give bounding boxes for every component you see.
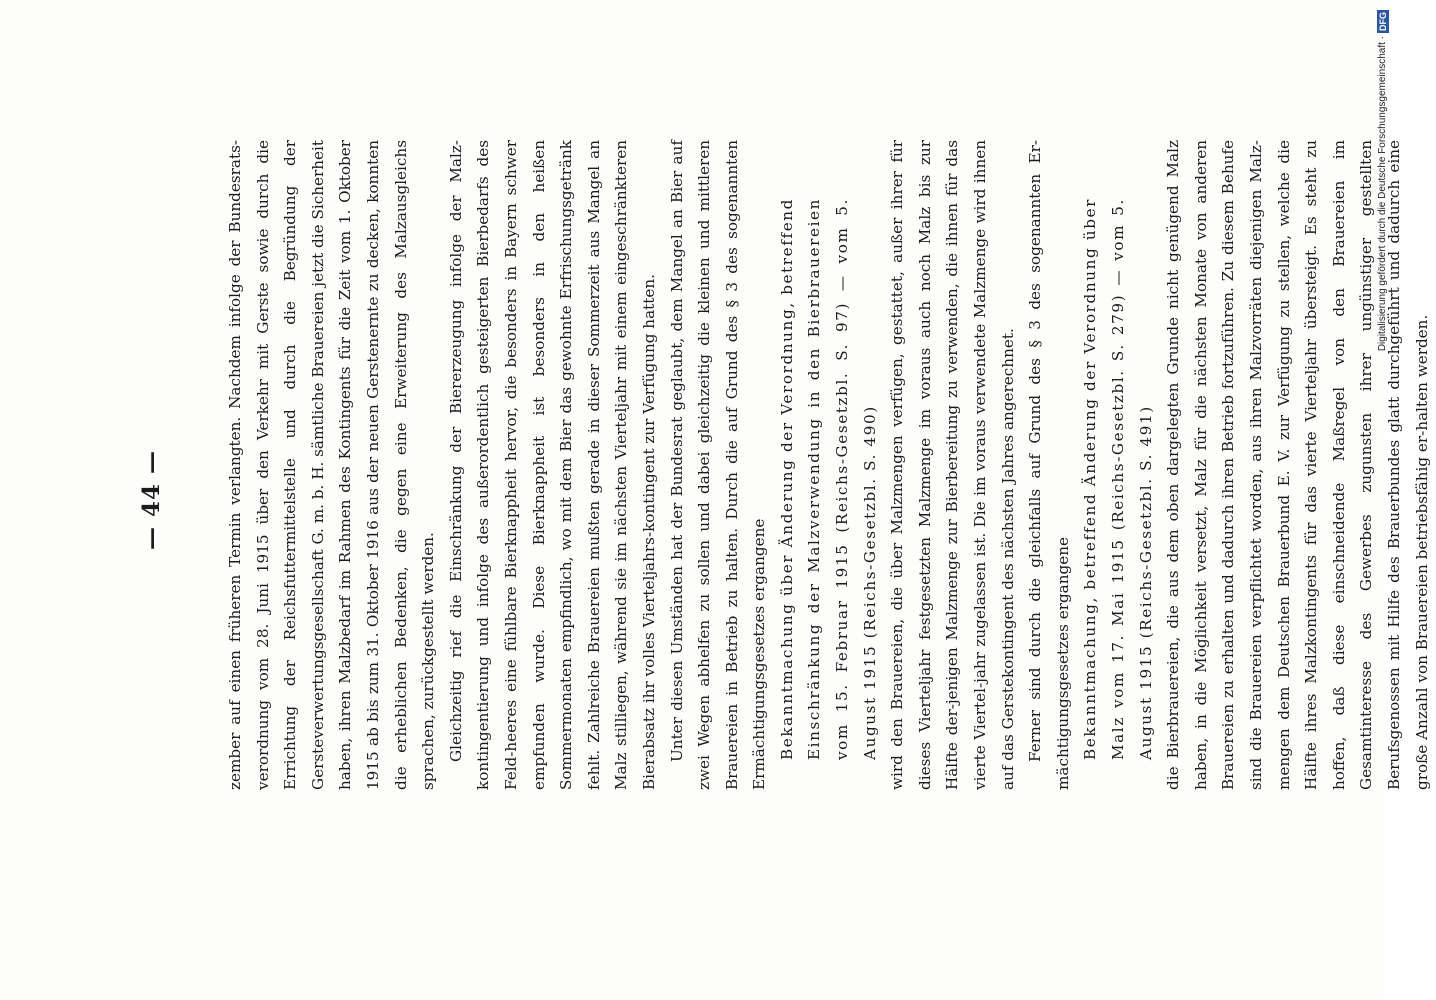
paragraph-2: Gleichzeitig rief die Einschränkung der Biererzeugung infolge der Malz-kontingentierung und infolge des außerordentlich gesteigerten Bierbedarfs des Feld-heeres eine fühlbare Bierknappheit hervor, die besonders in Bayern schwer empfunden wurde. Diese Bierknappheit ist besonders in den heißen Sommermonaten empfindlich, wo mit dem Bier das gewohnte Erfrischungsgetränk fehlt. Zahlreiche Brauereien mußten gerade in dieser Sommerzeit aus Mangel an Malz stilliegen, während sie im nächsten Vierteljahr mit einem eingeschränkteren Bierabsatz ihr volles Vierteljahrs-kontingent zur Verfügung hatten.: [446, 140, 658, 790]
regulation-notice-2: Bekanntmachung, betreffend Änderung der Verordnung über Malz vom 17. Mai 1915 (Reichs-Gesetzbl. S. 279) — vom 5. August 1915 (Reichs-Gesetzbl. S. 491): [1080, 198, 1155, 760]
paragraph-5: Ferner sind durch die gleichfalls auf Grund des § 3 des sogenannten Er-mächtigungsgesetzes ergangene: [1025, 140, 1072, 790]
digitization-credit: [1376, 10, 1390, 1000]
digitization-credit-text: Digitalisierung gefördert durch die Deutsche Forschungsgemeinschaft ·: [1377, 36, 1388, 352]
paragraph-3: Unter diesen Umständen hat der Bundesrat geglaubt, dem Mangel an Bier auf zwei Wegen abhelfen zu sollen und dabei gleichzeitig die kleinen und mittleren Brauereien in Betrieb zu halten. Durch die auf Grund des § 3 des sogenannten Ermächtigungsgesetzes ergangene: [667, 140, 768, 790]
dfg-logo: DFG: [1378, 12, 1388, 31]
regulation-notice-1: Bekanntmachung über Änderung der Verordnung, betreffend Einschränkung der Malzverwendung in den Bierbrauereien vom 15. Februar 1915 (Reichs-Gesetzbl. S. 97) — vom 5. August 1915 (Reichs-Gesetzbl. S. 490): [777, 198, 879, 760]
paragraph-4: wird den Brauereien, die über Malzmengen verfügen, gestattet, außer ihrer für dieses Vierteljahr festgesetzten Malzmenge im voraus auch noch Malz bis zur Hälfte der-jenigen Malzmenge zur Bierbereitung zu verwenden, die ihnen für das vierte Viertel-jahr zugelassen ist. Die im voraus verwendete Malzmenge wird ihnen auf das Gerstekontingent des nächsten Jahres angerechnet.: [887, 140, 1017, 790]
paragraph-6: die Bierbrauereien, die aus dem oben dargelegten Grunde nicht genügend Malz haben, in die Möglichkeit versetzt, Malz für die nächsten Monate von anderen Brauereien zu erhalten und dadurch ihren Betrieb fortzuführen. Zu diesem Behufe sind die Brauereien verpflichtet worden, aus ihren Malzvorräten diejenigen Malz-mengen dem Deutschen Brauerbund E. V. zur Verfügung zu stellen, welche die Hälfte ihres Malzkontingents für das vierte Vierteljahr übersteigt. Es steht zu hoffen, daß diese einschneidende Maßregel von den Brauereien im Gesamtinteresse des Gewerbes zugunsten ihrer ungünstiger gestellten Berufsgenossen mit Hilfe des Brauerbundes glatt durchgeführt und dadurch eine große Anzahl von Brauereien betriebsfähig er-halten werden.: [1163, 140, 1431, 790]
page-number: — 44 —: [137, 449, 165, 551]
paragraph-1: zember auf einen früheren Termin verlangten. Nachdem infolge der Bundesrats-verordnung vom 28. Juni 1915 über den Verkehr mit Gerste sowie durch die Errichtung der Reichsfuttermittelstelle und durch die Begründung der Gersteverwertungsgesellschaft G. m. b. H. sämtliche Brauereien jetzt die Sicherheit haben, ihren Malzbedarf im Rahmen des Kontingents für die Zeit vom 1. Oktober 1915 ab bis zum 31. Oktober 1916 aus der neuen Gerstenernte zu decken, konnten die erheblichen Bedenken, die gegen eine Erweiterung des Malzausgleichs sprachen, zurückgestellt werden.: [225, 140, 437, 790]
document-body: [222, 140, 1436, 790]
